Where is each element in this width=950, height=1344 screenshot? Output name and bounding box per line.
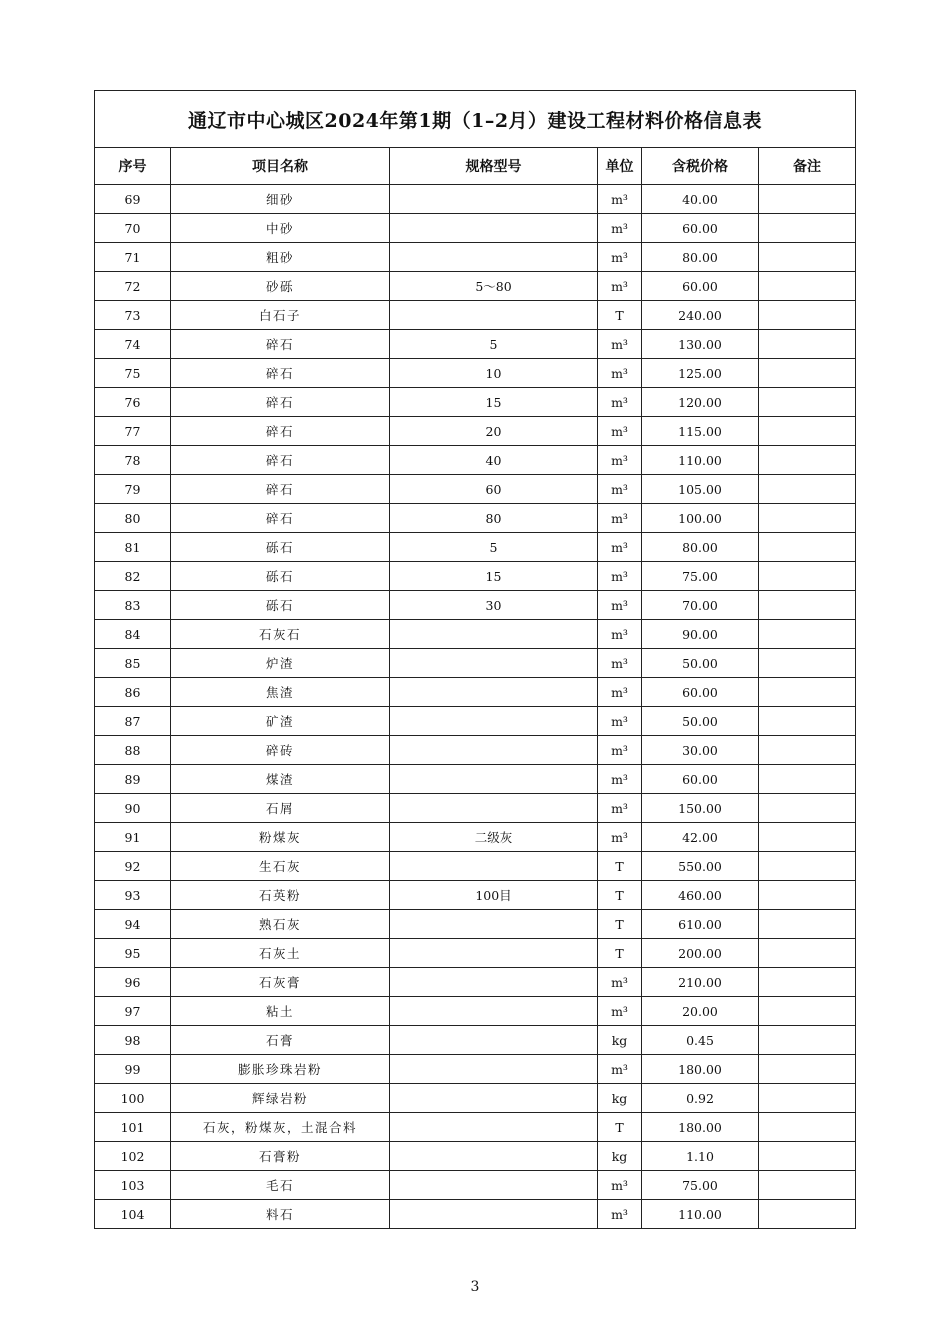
cell-note [759,533,856,562]
cell-price: 210.00 [642,968,759,997]
cell-no: 104 [95,1200,171,1229]
header-name: 项目名称 [171,148,390,185]
cell-unit: m³ [598,504,642,533]
cell-spec [390,1113,598,1142]
cell-name: 膨胀珍珠岩粉 [171,1055,390,1084]
cell-no: 79 [95,475,171,504]
table-row [95,765,856,794]
header-spec: 规格型号 [390,148,598,185]
cell-price: 40.00 [642,185,759,214]
cell-note [759,417,856,446]
table-row [95,997,856,1026]
table-row [95,359,856,388]
cell-note [759,388,856,417]
cell-no: 92 [95,852,171,881]
cell-name: 石灰土 [171,939,390,968]
cell-price: 150.00 [642,794,759,823]
table-row [95,852,856,881]
cell-note [759,823,856,852]
cell-no: 98 [95,1026,171,1055]
table-row [95,1171,856,1200]
cell-note [759,1142,856,1171]
cell-no: 88 [95,736,171,765]
cell-note [759,214,856,243]
cell-name: 粗砂 [171,243,390,272]
cell-no: 87 [95,707,171,736]
cell-spec [390,678,598,707]
cell-unit: kg [598,1142,642,1171]
cell-spec [390,243,598,272]
header-note: 备注 [759,148,856,185]
cell-note [759,910,856,939]
table-row [95,446,856,475]
cell-note [759,591,856,620]
cell-name: 中砂 [171,214,390,243]
cell-no: 93 [95,881,171,910]
cell-note [759,620,856,649]
cell-name: 煤渣 [171,765,390,794]
table-row [95,185,856,214]
cell-name: 粉煤灰 [171,823,390,852]
cell-no: 99 [95,1055,171,1084]
cell-unit: T [598,939,642,968]
cell-unit: T [598,910,642,939]
cell-no: 100 [95,1084,171,1113]
table-row [95,939,856,968]
cell-price: 115.00 [642,417,759,446]
cell-no: 91 [95,823,171,852]
cell-price: 105.00 [642,475,759,504]
cell-note [759,939,856,968]
cell-no: 77 [95,417,171,446]
cell-price: 240.00 [642,301,759,330]
cell-price: 1.10 [642,1142,759,1171]
cell-name: 碎石 [171,330,390,359]
cell-unit: m³ [598,446,642,475]
header-row [95,148,856,185]
header-price: 含税价格 [642,148,759,185]
cell-price: 200.00 [642,939,759,968]
cell-unit: m³ [598,1055,642,1084]
cell-price: 70.00 [642,591,759,620]
cell-no: 72 [95,272,171,301]
cell-name: 石灰，粉煤灰，土混合料 [171,1113,390,1142]
cell-name: 碎石 [171,446,390,475]
cell-price: 120.00 [642,388,759,417]
cell-name: 毛石 [171,1171,390,1200]
table-row [95,794,856,823]
cell-name: 熟石灰 [171,910,390,939]
cell-no: 69 [95,185,171,214]
cell-unit: m³ [598,1171,642,1200]
cell-spec [390,736,598,765]
cell-name: 砂砾 [171,272,390,301]
cell-spec [390,1055,598,1084]
cell-name: 碎石 [171,417,390,446]
cell-note [759,794,856,823]
cell-unit: m³ [598,736,642,765]
cell-no: 75 [95,359,171,388]
cell-unit: m³ [598,1200,642,1229]
table-row [95,620,856,649]
cell-note [759,968,856,997]
cell-unit: kg [598,1084,642,1113]
cell-no: 80 [95,504,171,533]
cell-name: 石灰膏 [171,968,390,997]
cell-price: 75.00 [642,1171,759,1200]
cell-no: 83 [95,591,171,620]
cell-price: 42.00 [642,823,759,852]
cell-no: 90 [95,794,171,823]
table-row [95,649,856,678]
cell-unit: m³ [598,243,642,272]
cell-unit: m³ [598,272,642,301]
cell-spec: 30 [390,591,598,620]
cell-note [759,881,856,910]
table-row [95,1200,856,1229]
table-row [95,910,856,939]
cell-spec [390,968,598,997]
table-row [95,504,856,533]
table-row [95,243,856,272]
cell-unit: m³ [598,388,642,417]
cell-note [759,1200,856,1229]
table-row [95,214,856,243]
cell-name: 碎石 [171,388,390,417]
table-row [95,591,856,620]
cell-name: 砾石 [171,533,390,562]
cell-spec [390,794,598,823]
cell-note [759,446,856,475]
cell-name: 矿渣 [171,707,390,736]
cell-price: 110.00 [642,446,759,475]
table-row [95,1055,856,1084]
table-row [95,881,856,910]
cell-no: 97 [95,997,171,1026]
cell-spec [390,852,598,881]
cell-price: 20.00 [642,997,759,1026]
table-row [95,533,856,562]
cell-spec: 80 [390,504,598,533]
cell-price: 180.00 [642,1055,759,1084]
cell-note [759,707,856,736]
cell-name: 碎石 [171,504,390,533]
cell-name: 砾石 [171,591,390,620]
cell-no: 70 [95,214,171,243]
cell-price: 0.92 [642,1084,759,1113]
cell-spec: 10 [390,359,598,388]
cell-unit: m³ [598,185,642,214]
cell-name: 碎石 [171,475,390,504]
header-no: 序号 [95,148,171,185]
cell-note [759,504,856,533]
table-row [95,1026,856,1055]
cell-note [759,243,856,272]
cell-price: 610.00 [642,910,759,939]
cell-name: 碎石 [171,359,390,388]
table-row [95,1142,856,1171]
cell-unit: m³ [598,794,642,823]
cell-spec [390,707,598,736]
cell-spec: 5 [390,533,598,562]
table-title: 通辽市中心城区2024年第1期（1–2月）建设工程材料价格信息表 [95,91,856,148]
cell-price: 100.00 [642,504,759,533]
cell-price: 90.00 [642,620,759,649]
cell-name: 粘土 [171,997,390,1026]
cell-name: 石膏 [171,1026,390,1055]
cell-no: 94 [95,910,171,939]
cell-spec [390,1026,598,1055]
cell-note [759,736,856,765]
cell-spec [390,620,598,649]
cell-no: 86 [95,678,171,707]
table-row [95,968,856,997]
cell-note [759,330,856,359]
cell-price: 75.00 [642,562,759,591]
cell-name: 细砂 [171,185,390,214]
cell-no: 96 [95,968,171,997]
cell-no: 74 [95,330,171,359]
table-row [95,562,856,591]
cell-spec [390,1200,598,1229]
title-row [95,91,856,148]
cell-spec [390,649,598,678]
table-row [95,823,856,852]
cell-price: 80.00 [642,533,759,562]
cell-note [759,562,856,591]
cell-note [759,852,856,881]
cell-note [759,1113,856,1142]
cell-no: 102 [95,1142,171,1171]
cell-spec: 20 [390,417,598,446]
cell-no: 89 [95,765,171,794]
cell-spec: 60 [390,475,598,504]
cell-spec: 5 [390,330,598,359]
cell-name: 石英粉 [171,881,390,910]
page-number: 3 [470,1279,480,1295]
cell-price: 110.00 [642,1200,759,1229]
cell-no: 84 [95,620,171,649]
cell-price: 130.00 [642,330,759,359]
cell-name: 石灰石 [171,620,390,649]
table-row [95,417,856,446]
cell-price: 60.00 [642,214,759,243]
cell-spec [390,1084,598,1113]
cell-spec [390,185,598,214]
cell-unit: kg [598,1026,642,1055]
cell-no: 76 [95,388,171,417]
cell-price: 0.45 [642,1026,759,1055]
cell-spec [390,301,598,330]
cell-no: 82 [95,562,171,591]
cell-spec [390,214,598,243]
cell-no: 103 [95,1171,171,1200]
cell-note [759,272,856,301]
table-row [95,1084,856,1113]
header-unit: 单位 [598,148,642,185]
cell-unit: m³ [598,620,642,649]
cell-unit: m³ [598,330,642,359]
cell-price: 30.00 [642,736,759,765]
table-row [95,272,856,301]
cell-price: 60.00 [642,765,759,794]
cell-price: 50.00 [642,649,759,678]
cell-no: 95 [95,939,171,968]
cell-name: 焦渣 [171,678,390,707]
cell-spec [390,910,598,939]
cell-spec [390,1142,598,1171]
cell-price: 60.00 [642,272,759,301]
table-row [95,707,856,736]
cell-price: 550.00 [642,852,759,881]
cell-note [759,1026,856,1055]
cell-note [759,678,856,707]
cell-no: 71 [95,243,171,272]
cell-note [759,475,856,504]
cell-name: 辉绿岩粉 [171,1084,390,1113]
cell-price: 460.00 [642,881,759,910]
cell-name: 料石 [171,1200,390,1229]
cell-no: 85 [95,649,171,678]
cell-spec [390,939,598,968]
cell-note [759,997,856,1026]
cell-unit: m³ [598,968,642,997]
cell-name: 白石子 [171,301,390,330]
cell-unit: m³ [598,649,642,678]
cell-name: 石膏粉 [171,1142,390,1171]
cell-note [759,765,856,794]
table-row [95,736,856,765]
cell-spec: 40 [390,446,598,475]
cell-unit: m³ [598,417,642,446]
cell-spec [390,997,598,1026]
cell-price: 50.00 [642,707,759,736]
cell-spec [390,1171,598,1200]
cell-spec: 15 [390,388,598,417]
cell-unit: m³ [598,678,642,707]
table-row [95,388,856,417]
cell-note [759,185,856,214]
cell-no: 78 [95,446,171,475]
cell-unit: m³ [598,707,642,736]
cell-no: 101 [95,1113,171,1142]
cell-unit: m³ [598,997,642,1026]
cell-no: 73 [95,301,171,330]
table-body [95,185,856,1229]
cell-price: 60.00 [642,678,759,707]
table-row [95,678,856,707]
cell-spec [390,765,598,794]
cell-note [759,1084,856,1113]
table-row [95,301,856,330]
table-row [95,1113,856,1142]
cell-unit: m³ [598,823,642,852]
cell-unit: m³ [598,359,642,388]
cell-note [759,649,856,678]
table-row [95,330,856,359]
cell-unit: T [598,852,642,881]
cell-unit: m³ [598,562,642,591]
cell-spec: 15 [390,562,598,591]
price-table [94,90,856,1229]
cell-price: 180.00 [642,1113,759,1142]
cell-note [759,301,856,330]
cell-unit: T [598,301,642,330]
cell-price: 80.00 [642,243,759,272]
cell-name: 炉渣 [171,649,390,678]
cell-unit: m³ [598,475,642,504]
cell-note [759,359,856,388]
cell-spec: 二级灰 [390,823,598,852]
cell-name: 碎砖 [171,736,390,765]
cell-name: 生石灰 [171,852,390,881]
cell-unit: m³ [598,591,642,620]
cell-name: 砾石 [171,562,390,591]
cell-spec: 100目 [390,881,598,910]
cell-unit: T [598,881,642,910]
cell-name: 石屑 [171,794,390,823]
cell-no: 81 [95,533,171,562]
cell-unit: T [598,1113,642,1142]
cell-price: 125.00 [642,359,759,388]
cell-spec: 5～80 [390,272,598,301]
cell-unit: m³ [598,765,642,794]
table-row [95,475,856,504]
cell-note [759,1055,856,1084]
cell-unit: m³ [598,533,642,562]
cell-unit: m³ [598,214,642,243]
cell-note [759,1171,856,1200]
